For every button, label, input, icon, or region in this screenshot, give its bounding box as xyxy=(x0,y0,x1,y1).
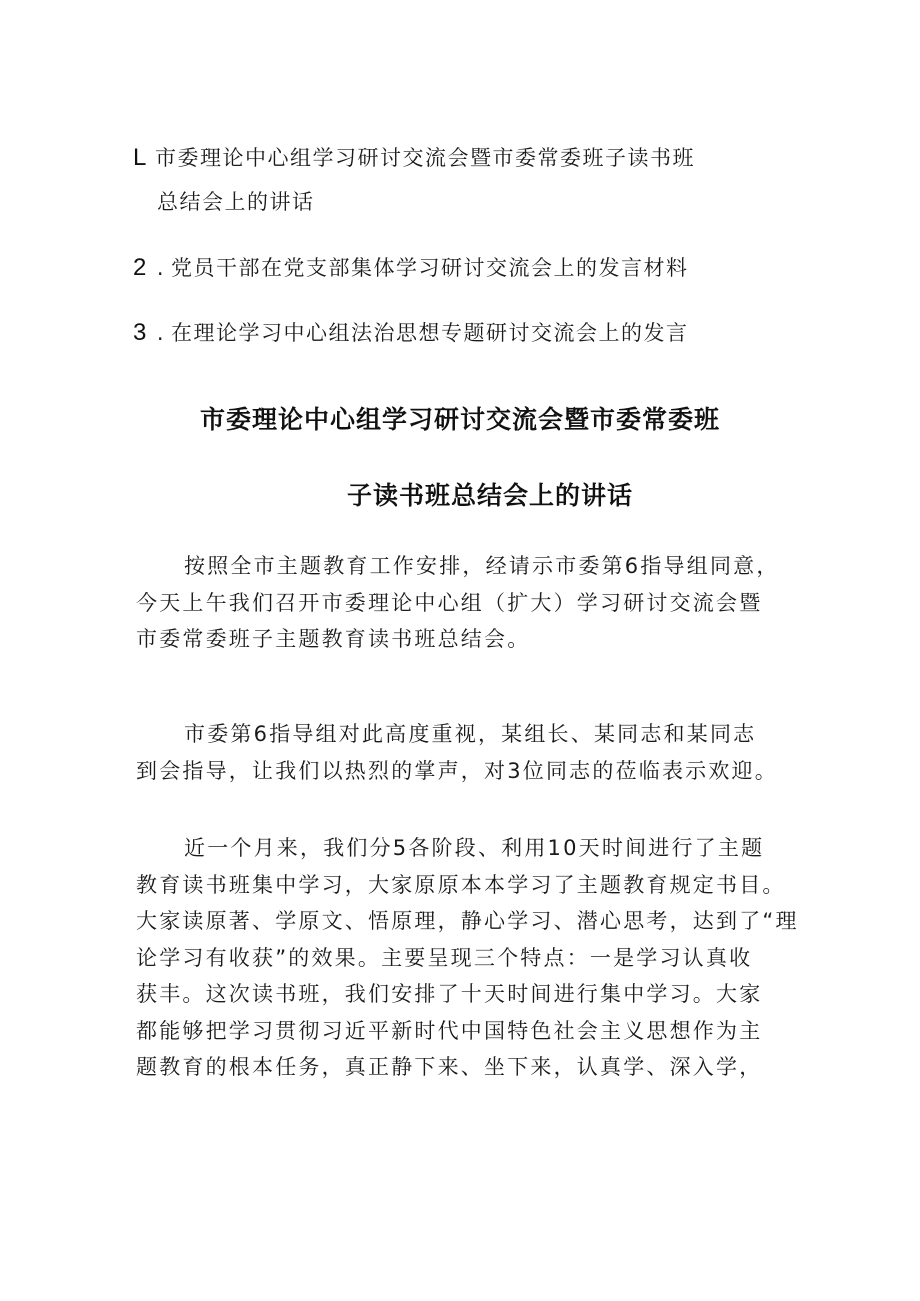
body-paragraph-3 xyxy=(136,830,799,1086)
table-of-contents xyxy=(133,140,773,346)
paragraph-line: 近一个月来，我们分5各阶段、利用10天时间进行了主题 xyxy=(184,836,765,860)
document-title-line-1: 市委理论中心组学习研讨交流会暨市委常委班 xyxy=(199,405,720,434)
toc-item-marker: 2 xyxy=(133,254,148,281)
paragraph-line: 市委常委班子主题教育读书班总结会。 xyxy=(136,627,531,651)
body-paragraph-2 xyxy=(136,716,796,789)
paragraph-line: 题教育的根本任务，真正静下来、坐下来，认真学、深入学， xyxy=(136,1055,763,1079)
toc-item-text: 党员干部在党支部集体学习研讨交流会上的发言材料 xyxy=(171,256,689,280)
paragraph-line: 到会指导，让我们以热烈的掌声，对3位同志的莅临表示欢迎。 xyxy=(136,758,778,783)
toc-item-text: 市委理论中心组学习研讨交流会暨市委常委班子读书班 xyxy=(155,146,695,170)
paragraph-line: 获丰。这次读书班，我们安排了十天时间进行集中学习。大家 xyxy=(136,982,763,1006)
toc-item-marker: 3 xyxy=(133,319,148,346)
toc-item-marker: L xyxy=(133,144,148,171)
document-title-line-2: 子读书班总结会上的讲话 xyxy=(346,481,633,510)
paragraph-line: 市委第6指导组对此高度重视，某组长、某同志和某同志 xyxy=(184,722,757,746)
body-paragraph-1 xyxy=(136,548,796,658)
paragraph-line: 教育读书班集中学习，大家原原本本学习了主题教育规定书目。 xyxy=(136,872,786,897)
toc-item-text: 在理论学习中心组法治思想专题研讨交流会上的发言 xyxy=(171,321,689,345)
paragraph-line: 大家读原著、学原文、悟原理，静心学习、潜心思考，达到了“理 xyxy=(136,909,799,933)
toc-item-2[interactable] xyxy=(133,250,689,286)
paragraph-line: 按照全市主题教育工作安排，经请示市委第6指导组同意， xyxy=(184,554,780,578)
toc-item-1[interactable] xyxy=(133,140,773,220)
paragraph-line: 都能够把学习贯彻习近平新时代中国特色社会主义思想作为主 xyxy=(136,1018,763,1043)
toc-item-dot: . xyxy=(156,256,166,280)
toc-item-3[interactable] xyxy=(133,315,689,351)
toc-item-text-continued: 总结会上的讲话 xyxy=(157,190,315,214)
toc-item-dot: . xyxy=(156,321,166,345)
paragraph-line: 今天上午我们召开市委理论中心组（扩大）学习研讨交流会暨 xyxy=(136,590,763,615)
paragraph-line: 论学习有收获”的效果。主要呈现三个特点：一是学习认真收 xyxy=(136,945,753,970)
